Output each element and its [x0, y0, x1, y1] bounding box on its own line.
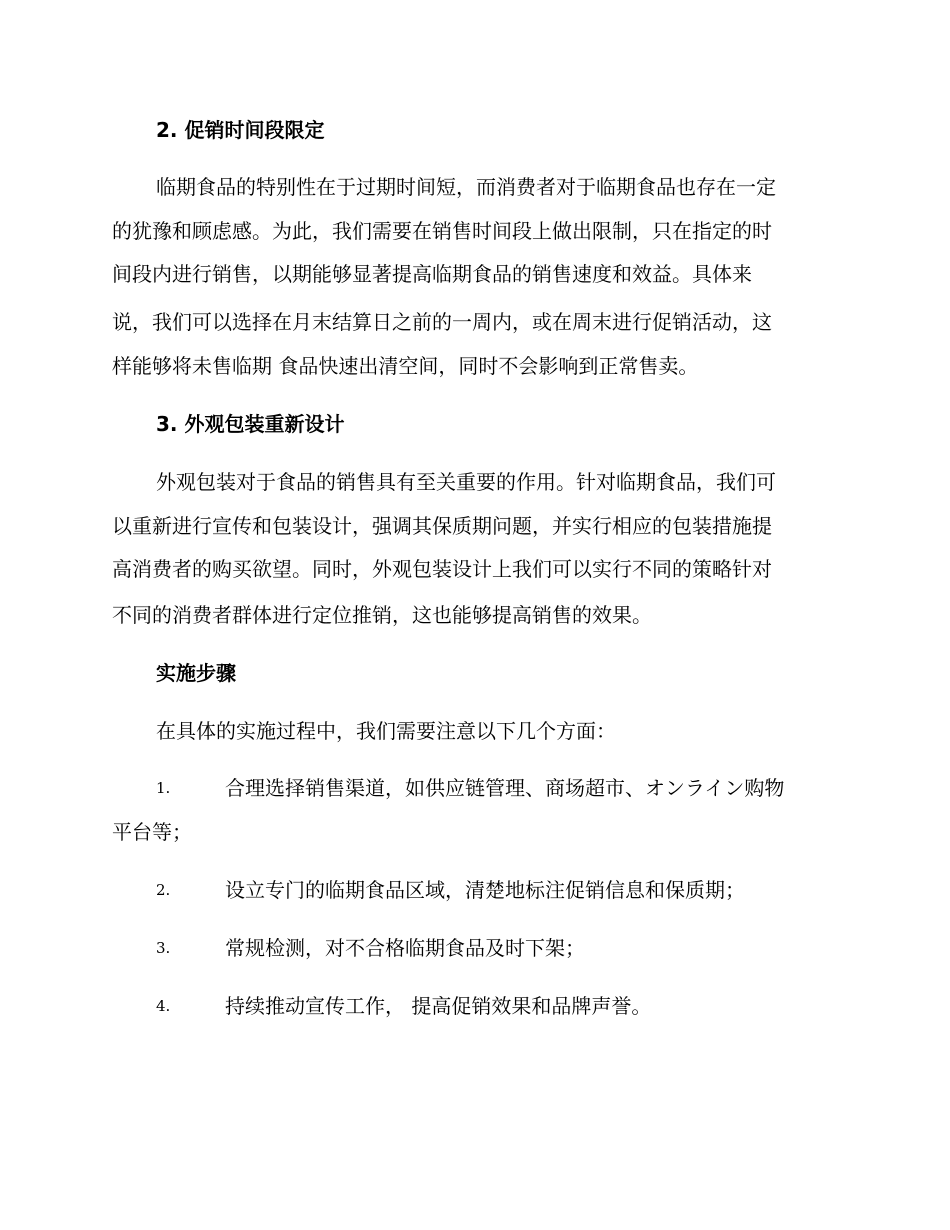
paragraph-line: 临期食品的特别性在于过期时间短，而消费者对于临期食品也存在一定	[156, 175, 776, 199]
paragraph-line: 的犹豫和顾虑感。为此，我们需要在销售时间段上做出限制，只在指定的时	[112, 219, 772, 243]
list-number: 3.	[156, 939, 171, 957]
section-heading-implementation-steps: 实施步骤	[156, 661, 236, 685]
section-heading-packaging-redesign: 3. 外观包装重新设计	[156, 412, 345, 436]
list-text: 合理选择销售渠道，如供应链管理、商场超市、オンライン购物	[225, 776, 785, 800]
paragraph-line: 以重新进行宣传和包装设计，强调其保质期问题，并实行相应的包装措施提	[112, 514, 772, 538]
list-text: 持续推动宣传工作， 提高促销效果和品牌声誉。	[225, 994, 652, 1018]
paragraph-line: 不同的消费者群体进行定位推销，这也能够提高销售的效果。	[112, 603, 652, 627]
paragraph-line: 说，我们可以选择在月末结算日之前的一周内，或在周末进行促销活动，这	[112, 310, 772, 334]
paragraph-line: 高消费者的购买欲望。同时，外观包装设计上我们可以实行不同的策略针对	[112, 557, 772, 581]
list-number: 2.	[156, 881, 171, 899]
paragraph-line: 间段内进行销售，以期能够显著提高临期食品的销售速度和效益。具体来	[112, 262, 752, 286]
paragraph-line: 外观包装对于食品的销售具有至关重要的作用。针对临期食品，我们可	[156, 470, 776, 494]
list-number: 4.	[156, 997, 171, 1015]
steps-intro: 在具体的实施过程中，我们需要注意以下几个方面：	[156, 719, 616, 743]
list-text: 设立专门的临期食品区域，清楚地标注促销信息和保质期；	[225, 878, 745, 902]
list-number: 1.	[156, 779, 171, 797]
section-heading-time-limit: 2. 促销时间段限定	[156, 118, 325, 142]
list-text: 常规检测，对不合格临期食品及时下架；	[225, 936, 585, 960]
paragraph-line: 样能够将未售临期 食品快速出清空间，同时不会影响到正常售卖。	[112, 354, 699, 378]
list-text-continuation: 平台等；	[112, 820, 192, 844]
